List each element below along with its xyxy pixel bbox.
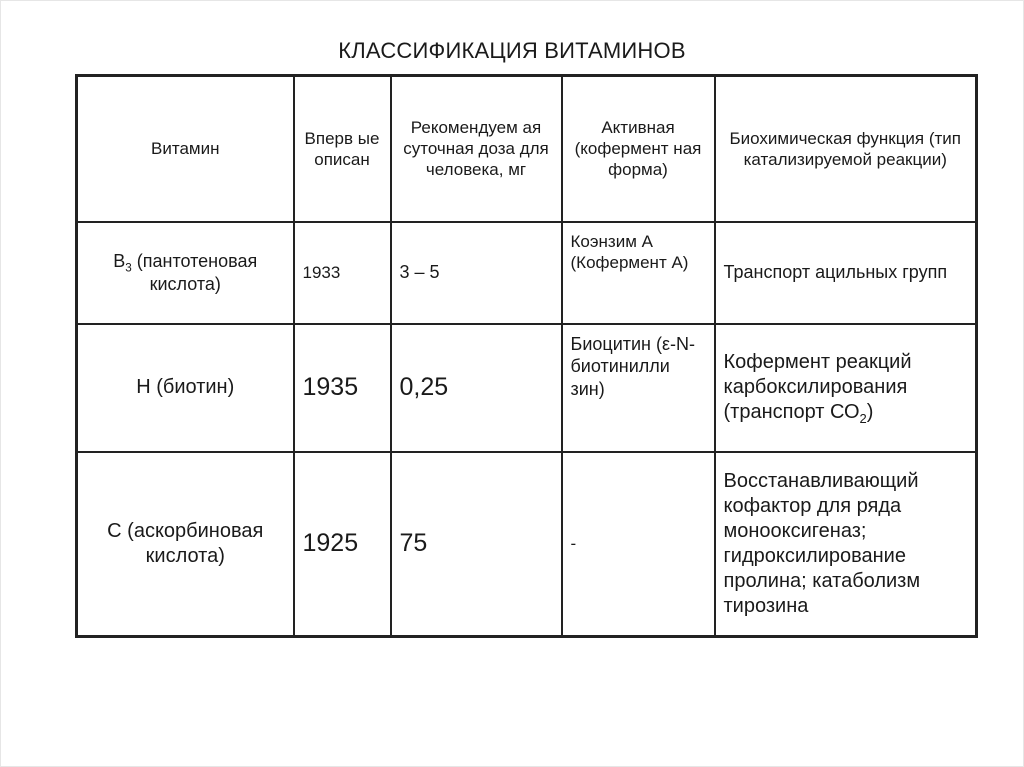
vitamin-subscript: 3 (125, 261, 132, 275)
cell-active-form: Коэнзим А (Кофермент А) (562, 222, 715, 324)
function-text-end: ) (866, 401, 874, 423)
cell-dose: 0,25 (391, 324, 562, 452)
function-text: Кофермент реакций карбоксилирования (транспорт СО (723, 351, 912, 423)
cell-function: Восстанавливающий кофактор для ряда монооксигеназ; гидроксилирование пролина; катаболизм тирозина (715, 452, 977, 637)
cell-dose: 75 (391, 452, 562, 637)
table-row (77, 452, 977, 637)
header-function: Биохимическая функция (тип катализируемой реакции) (715, 76, 977, 222)
vitamin-name: (пантотеновая кислота) (131, 251, 258, 294)
cell-vitamin: С (аскорбиновая кислота) (77, 452, 294, 637)
header-first-described: Вперв ые описан (294, 76, 391, 222)
cell-vitamin (77, 222, 294, 324)
cell-year: 1933 (294, 222, 391, 324)
function-subscript: 2 (859, 411, 867, 426)
vitamin-symbol: B (113, 251, 126, 271)
header-vitamin: Витамин (77, 76, 294, 222)
header-active-form: Активная (кофермент ная форма) (562, 76, 715, 222)
cell-function (715, 324, 977, 452)
table-header-row (77, 76, 977, 222)
cell-active-form: - (562, 452, 715, 637)
cell-dose: 3 – 5 (391, 222, 562, 324)
cell-year: 1925 (294, 452, 391, 637)
cell-active-form: Биоцитин (ε-N-биотинилли зин) (562, 324, 715, 452)
cell-year: 1935 (294, 324, 391, 452)
vitamin-table (75, 74, 978, 638)
page-title: КЛАССИФИКАЦИЯ ВИТАМИНОВ (338, 38, 686, 63)
table-row (77, 222, 977, 324)
table-row (77, 324, 977, 452)
header-daily-dose: Рекомендуем ая суточная доза для человека, мг (391, 76, 562, 222)
cell-function: Транспорт ацильных групп (715, 222, 977, 324)
cell-vitamin: Н (биотин) (77, 324, 294, 452)
